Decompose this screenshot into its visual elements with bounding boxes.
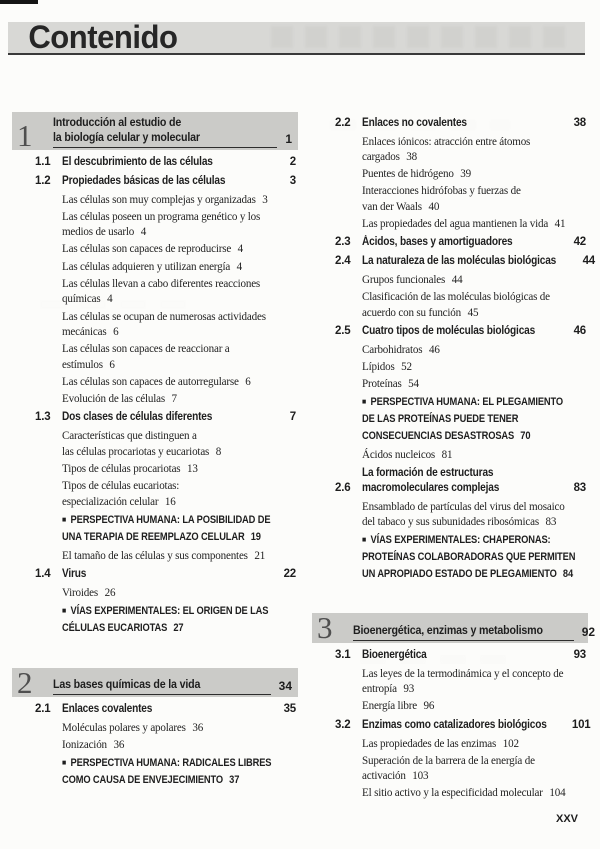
section-page-number: 93 xyxy=(573,648,586,661)
entry-page-number: 16 xyxy=(164,494,176,509)
chapter-heading-body xyxy=(353,622,596,641)
entry-line: Enzimas como catalizadores biológicos xyxy=(362,718,547,731)
toc-feature-entry xyxy=(62,603,298,637)
entry-page-number: 19 xyxy=(250,531,261,544)
entry-page-number: 52 xyxy=(401,358,412,373)
entry-page-number: 45 xyxy=(467,304,479,319)
toc-section xyxy=(22,567,298,582)
entry-line: Las bases químicas de la vida xyxy=(53,676,201,691)
entry-line: Las propiedades de las enzimas 102 xyxy=(362,735,519,750)
section-title xyxy=(362,324,574,339)
entry-page-number: 4 xyxy=(140,224,147,239)
toc-feature-entry xyxy=(62,755,298,789)
section-page-number: 35 xyxy=(283,702,296,715)
entry-line: Interacciones hidrófobas y fuerzas de xyxy=(362,183,521,198)
entry-line: las células procariotas y eucariotas 8 xyxy=(62,444,222,459)
section-page-number: 3 xyxy=(289,174,296,187)
section-number: 3.1 xyxy=(335,648,351,661)
entry-page-number: 3 xyxy=(262,191,268,206)
entry-line: Enlaces covalentes xyxy=(62,702,153,715)
entry-line: Ensamblado de partículas del virus del mosaico xyxy=(362,498,565,513)
entry-line: Ionización 36 xyxy=(62,737,125,752)
entry-page-number: 44 xyxy=(451,271,463,286)
entry-line: Enlaces iónicos: atracción entre átomos xyxy=(362,133,531,148)
entry-page-number: 40 xyxy=(428,199,440,214)
entry-line: estímulos 6 xyxy=(62,357,115,371)
entry-line: Las células son capaces de reaccionar a xyxy=(62,341,230,356)
entry-page-number: 6 xyxy=(113,324,119,339)
toc-subentry xyxy=(62,276,298,307)
entry-line: acuerdo con su función 45 xyxy=(362,304,479,319)
entry-page-number: 6 xyxy=(109,357,115,371)
entry-line: medios de usarlo 4 xyxy=(62,224,147,239)
section-page-number: 83 xyxy=(573,481,586,494)
section-title xyxy=(62,174,290,189)
section-number: 2.4 xyxy=(335,254,351,267)
entry-page-number: 39 xyxy=(460,166,472,181)
black-square-bullet-icon: ■ xyxy=(362,396,367,406)
entry-line: Las células son muy complejas y organizadas 3 xyxy=(62,191,268,206)
entry-line: CÉLULAS EUCARIOTAS 27 xyxy=(62,622,184,635)
entry-line: CONSECUENCIAS DESASTROSAS 70 xyxy=(362,429,531,442)
entry-line: El tamaño de las células y sus componentes 21 xyxy=(62,548,266,563)
entry-line: Características que distinguen a xyxy=(62,428,197,443)
entry-line: Ácidos nucleicos 81 xyxy=(362,446,453,461)
toc-subentry xyxy=(62,374,298,390)
entry-line: Proteínas 54 xyxy=(362,376,419,391)
entry-line: Dos clases de células diferentes xyxy=(62,411,213,424)
toc-section xyxy=(322,116,588,131)
section-page-number: 42 xyxy=(573,236,586,249)
toc-subentry xyxy=(362,166,588,182)
entry-page-number: 102 xyxy=(502,735,519,750)
entry-line: ■ PERSPECTIVA HUMANA: RADICALES LIBRES xyxy=(62,755,270,773)
entry-page-number: 36 xyxy=(113,737,125,752)
entry-page-number: 81 xyxy=(441,446,453,461)
entry-page-number: 83 xyxy=(545,514,557,529)
chapter-heading-body xyxy=(53,115,294,148)
entry-page-number: 21 xyxy=(254,548,266,563)
toc-subentry xyxy=(62,737,298,753)
entry-line: Enlaces no covalentes xyxy=(362,116,467,129)
section-number: 2.5 xyxy=(335,324,351,337)
header-band xyxy=(8,19,585,55)
toc-subentry xyxy=(362,289,588,320)
chapter-title xyxy=(53,677,271,695)
entry-line: ■ PERSPECTIVA HUMANA: LA POSIBILIDAD DE xyxy=(62,512,270,530)
toc-column-right xyxy=(317,112,596,826)
page-edge-mark xyxy=(0,0,38,4)
toc-subentry xyxy=(362,499,588,530)
entry-line: Ácidos, bases y amortiguadores xyxy=(362,236,513,249)
toc-section xyxy=(22,174,298,189)
page-title: Contenido xyxy=(28,19,178,55)
entry-line: especialización celular 16 xyxy=(62,494,176,509)
toc-subentry xyxy=(362,376,588,392)
entry-page-number: 54 xyxy=(408,376,419,391)
section-title xyxy=(362,648,574,663)
toc-section xyxy=(322,324,588,339)
entry-line: Las células llevan a cabo diferentes reacciones xyxy=(62,275,261,290)
entry-line: Las células son capaces de autorregularse 6 xyxy=(62,374,251,389)
entry-line: UN APROPIADO ESTADO DE PLEGAMIENTO 84 xyxy=(362,567,574,580)
chapter-page-number: 34 xyxy=(278,678,292,693)
chapter-page-number: 1 xyxy=(285,132,292,146)
entry-line: Puentes de hidrógeno 39 xyxy=(362,166,472,181)
toc-subentry xyxy=(362,216,588,232)
toc-subentry xyxy=(362,342,588,358)
entry-line: UNA TERAPIA DE REEMPLAZO CELULAR 19 xyxy=(62,531,261,544)
toc-feature-entry xyxy=(362,532,588,583)
entry-page-number: 84 xyxy=(562,567,574,580)
section-number: 1.2 xyxy=(35,174,51,187)
section-number: 2.2 xyxy=(335,116,351,129)
section-title xyxy=(362,466,574,496)
entry-line: Energía libre 96 xyxy=(362,698,435,713)
entry-line: Las células son capaces de reproducirse 4 xyxy=(62,241,244,256)
toc-subentry xyxy=(62,428,298,459)
entry-page-number: 7 xyxy=(171,391,177,406)
entry-line: El descubrimiento de las células xyxy=(62,156,213,168)
black-square-bullet-icon: ■ xyxy=(62,757,67,767)
entry-page-number: 70 xyxy=(520,429,531,442)
entry-line: Tipos de células eucariotas: xyxy=(62,478,180,493)
section-title xyxy=(62,702,284,717)
toc-section xyxy=(22,410,298,425)
section-number: 2.1 xyxy=(35,702,51,715)
toc-subentry xyxy=(362,183,588,214)
entry-page-number: 104 xyxy=(549,785,566,800)
entry-line: Moléculas polares y apolares 36 xyxy=(62,719,204,734)
toc-subentry xyxy=(62,548,298,564)
entry-line: Grupos funcionales 44 xyxy=(362,271,463,286)
toc-subentry xyxy=(362,666,588,697)
entry-line: La naturaleza de las moléculas biológicas xyxy=(362,254,557,267)
section-page-number: 7 xyxy=(289,411,296,424)
entry-line: PROTEÍNAS COLABORADORAS QUE PERMITEN xyxy=(362,551,576,564)
entry-line: Las células se ocupan de numerosas actividades xyxy=(62,308,266,323)
entry-line: Clasificación de las moléculas biológicas de xyxy=(362,289,550,304)
entry-page-number: 36 xyxy=(192,719,204,734)
toc-subentry xyxy=(62,391,298,407)
entry-line: Introducción al estudio de xyxy=(53,115,182,129)
toc-feature-entry xyxy=(362,394,588,445)
toc-section xyxy=(322,648,588,663)
section-number: 3.2 xyxy=(335,718,351,731)
section-page-number: 22 xyxy=(283,568,296,581)
entry-line: Las propiedades del agua mantienen la vida 41 xyxy=(362,216,566,231)
section-title xyxy=(62,410,290,425)
entry-line: Propiedades básicas de las células xyxy=(62,174,226,187)
entry-line: entropía 93 xyxy=(362,681,415,696)
section-page-number: 101 xyxy=(571,718,591,731)
chapter-number: 1 xyxy=(17,117,33,153)
entry-line: cargados 38 xyxy=(362,149,418,164)
toc-subentry xyxy=(62,192,298,208)
entry-page-number: 6 xyxy=(245,374,251,389)
toc-subentry xyxy=(362,785,588,801)
toc-subentry xyxy=(362,272,588,288)
chapter-number: 2 xyxy=(17,664,33,700)
entry-line: Carbohidratos 46 xyxy=(362,341,440,356)
black-square-bullet-icon: ■ xyxy=(62,514,67,524)
section-number: 2.3 xyxy=(335,236,351,249)
folio-page-number: XXV xyxy=(555,813,578,826)
entry-line: Cuatro tipos de moléculas biológicas xyxy=(362,324,536,337)
chapter-heading xyxy=(12,112,298,153)
section-number: 1.3 xyxy=(35,411,51,424)
black-square-bullet-icon: ■ xyxy=(62,605,67,615)
section-title xyxy=(362,116,574,131)
toc-subentry xyxy=(62,720,298,736)
entry-page-number: 103 xyxy=(412,768,429,783)
entry-line: activación 103 xyxy=(362,768,429,783)
entry-page-number: 4 xyxy=(237,241,244,256)
entry-line: Bioenergética, enzimas y metabolismo xyxy=(353,622,543,637)
section-page-number: 38 xyxy=(573,116,586,129)
toc-subentry xyxy=(362,753,588,784)
entry-line: La formación de estructuras xyxy=(362,466,494,479)
chapter-heading xyxy=(12,664,298,700)
toc-subentry xyxy=(62,461,298,477)
section-number: 2.6 xyxy=(335,481,351,494)
chapter-title xyxy=(353,623,574,641)
toc-subentry xyxy=(62,241,298,257)
entry-page-number: 8 xyxy=(215,444,222,459)
entry-line: COMO CAUSA DE ENVEJECIMIENTO 37 xyxy=(62,774,240,787)
section-page-number: 44 xyxy=(582,254,596,267)
entry-line: la biología celular y molecular xyxy=(53,130,200,144)
entry-line: Las células poseen un programa genético y los xyxy=(62,208,261,223)
entry-page-number: 13 xyxy=(187,461,198,476)
chapter-heading-body xyxy=(53,677,294,695)
section-page-number: 2 xyxy=(289,156,296,168)
entry-page-number: 46 xyxy=(428,341,440,356)
toc-section xyxy=(322,235,588,250)
entry-line: Las células adquieren y utilizan energía 4 xyxy=(62,258,243,273)
entry-page-number: 41 xyxy=(554,216,566,231)
entry-line: Las leyes de la termodinámica y el concepto de xyxy=(362,665,564,680)
section-page-number: 46 xyxy=(573,324,586,337)
entry-line: del tabaco y sus subunidades ribosómicas 83 xyxy=(362,514,557,529)
entry-page-number: 38 xyxy=(406,149,418,164)
entry-page-number: 4 xyxy=(236,258,243,273)
section-title xyxy=(62,567,284,582)
toc-subentry xyxy=(62,209,298,240)
entry-page-number: 26 xyxy=(104,585,116,600)
entry-line: Virus xyxy=(62,568,87,581)
toc-subentry xyxy=(62,478,298,509)
entry-line: van der Waals 40 xyxy=(362,199,440,214)
toc-subentry xyxy=(62,585,298,601)
section-title xyxy=(362,718,572,733)
entry-line: Superación de la barrera de la energía de xyxy=(362,752,535,767)
entry-line: mecánicas 6 xyxy=(62,324,119,339)
toc-subentry xyxy=(362,736,588,752)
entry-line: químicas 4 xyxy=(62,291,113,306)
entry-line: El sitio activo y la especificidad molecular 104 xyxy=(362,785,566,800)
toc-subentry xyxy=(362,698,588,714)
chapter-heading xyxy=(312,610,596,646)
entry-line: ■ PERSPECTIVA HUMANA: EL PLEGAMIENTO xyxy=(362,394,561,412)
entry-line: ■ VÍAS EXPERIMENTALES: CHAPERONAS: xyxy=(362,532,561,550)
entry-page-number: 37 xyxy=(229,774,240,787)
toc-subentry xyxy=(62,341,298,372)
toc-subentry xyxy=(362,359,588,375)
toc-subentry xyxy=(62,309,298,340)
toc-section xyxy=(322,254,596,269)
chapter-title xyxy=(53,115,277,148)
entry-line: ■ VÍAS EXPERIMENTALES: EL ORIGEN DE LAS xyxy=(62,603,270,621)
entry-line: Lípidos 52 xyxy=(362,358,412,373)
toc-column-left xyxy=(17,112,298,791)
entry-line: Evolución de las células 7 xyxy=(62,391,177,406)
entry-page-number: 96 xyxy=(423,698,435,713)
entry-line: Viroides 26 xyxy=(62,585,116,600)
toc-section xyxy=(22,702,298,717)
toc-feature-entry xyxy=(62,512,298,546)
section-title xyxy=(62,155,290,170)
entry-line: DE LAS PROTEÍNAS PUEDE TENER xyxy=(362,413,519,426)
toc-section xyxy=(322,718,591,733)
chapter-number: 3 xyxy=(317,610,333,646)
entry-page-number: 4 xyxy=(107,291,113,306)
toc-subentry xyxy=(362,134,588,165)
section-title xyxy=(362,235,574,250)
entry-line: Tipos de células procariotas 13 xyxy=(62,461,198,476)
section-number: 1.4 xyxy=(35,568,51,581)
entry-line: Bioenergética xyxy=(362,648,427,661)
chapter-page-number: 92 xyxy=(581,624,596,639)
toc-subentry xyxy=(62,259,298,275)
section-number: 1.1 xyxy=(35,156,51,168)
entry-page-number: 93 xyxy=(403,681,415,696)
toc-subentry xyxy=(362,447,588,463)
entry-line: macromoleculares complejas xyxy=(362,481,500,494)
black-square-bullet-icon: ■ xyxy=(362,534,367,544)
toc-section xyxy=(22,155,298,170)
entry-page-number: 27 xyxy=(173,622,184,635)
toc-section xyxy=(322,466,588,496)
section-title xyxy=(362,254,583,269)
